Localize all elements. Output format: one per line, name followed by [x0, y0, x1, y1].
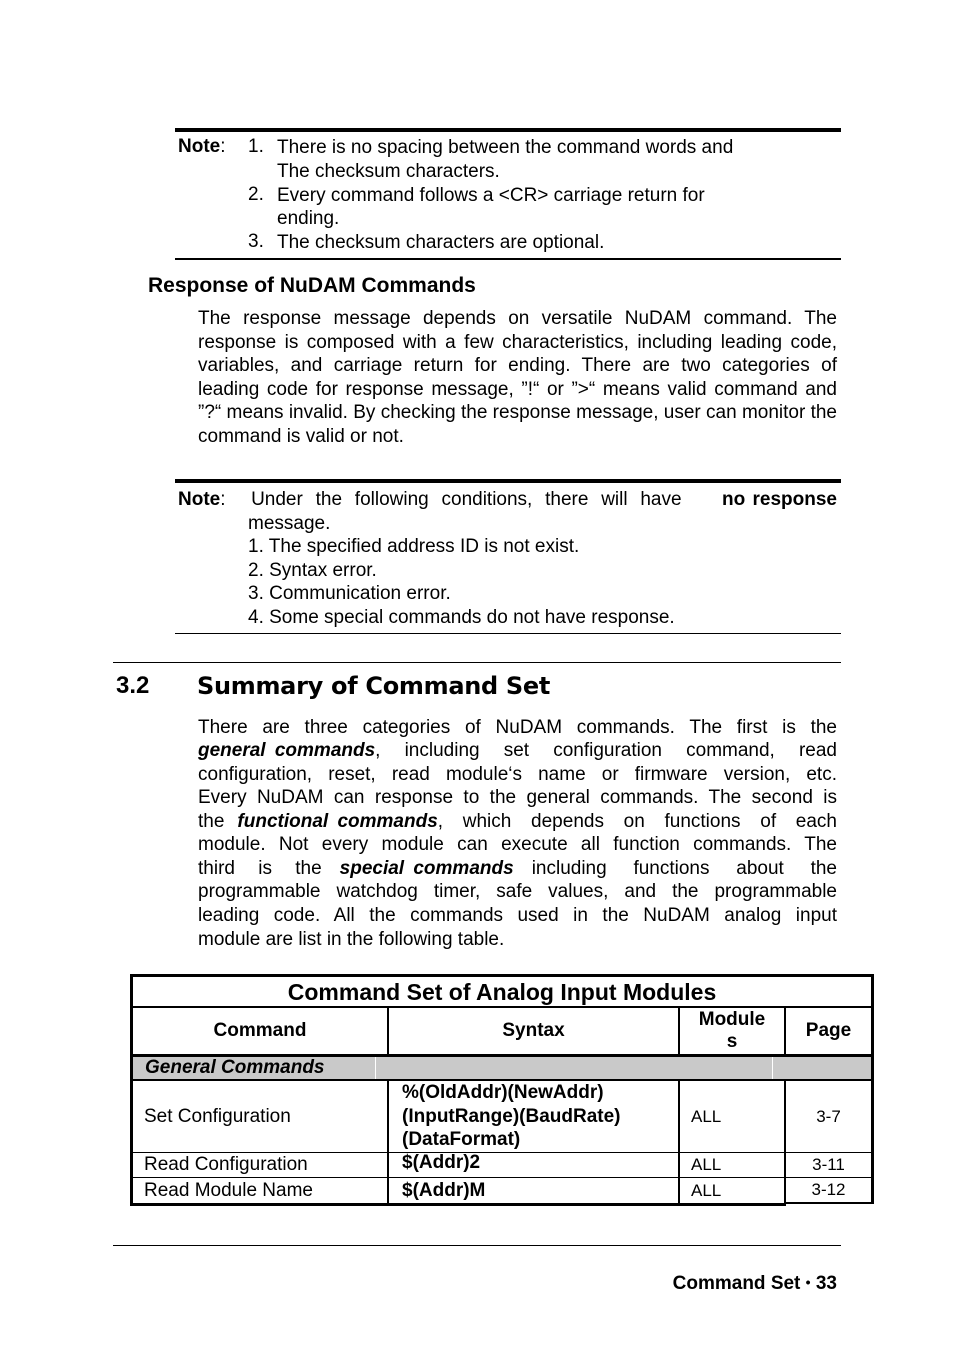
- note2-intro: [178, 488, 837, 512]
- section-line: leading code. All the commands used in the NuDAM analog input: [198, 905, 837, 926]
- group-shade-gap: [375, 1057, 376, 1079]
- note1-item-text: There is no spacing between the command words and: [277, 137, 734, 158]
- special-commands-term: special commands: [339, 858, 514, 879]
- section-rule: [113, 662, 841, 663]
- note1-item-text: Every command follows a <CR> carriage return for: [277, 185, 705, 206]
- section-line-text: , including set configuration command, read: [375, 740, 837, 761]
- note2-intro-cont: message.: [248, 513, 331, 534]
- footer-bullet: •: [805, 1274, 811, 1290]
- row-syntax-line: (DataFormat): [402, 1129, 521, 1151]
- header-modules-line: Module: [698, 1009, 766, 1030]
- note2-intro-text: : Under the following conditions, there will have: [220, 489, 682, 510]
- header-modules: [680, 1008, 784, 1054]
- header-command: Command: [213, 1020, 307, 1041]
- section-line-text: , which depends on functions of each: [437, 811, 837, 832]
- note2-no-response: no response: [722, 489, 837, 510]
- table-title: Command Set of Analog Input Modules: [287, 978, 717, 1005]
- row-page: 3-7: [816, 1106, 841, 1126]
- header-modules-line: s: [726, 1031, 738, 1052]
- footer-page-number: 33: [815, 1273, 837, 1294]
- section-line: module are list in the following table.: [198, 929, 505, 950]
- section-line-text: the: [198, 811, 225, 832]
- row-syntax-line: %(OldAddr)(NewAddr): [402, 1082, 604, 1104]
- row-modules: ALL: [691, 1106, 722, 1126]
- functional-commands-term: functional commands: [237, 811, 438, 832]
- note2-item: 4. Some special commands do not have response.: [248, 607, 675, 628]
- note1-top-rule: [175, 128, 841, 132]
- footer: [662, 1251, 837, 1295]
- footer-rule: [113, 1245, 841, 1246]
- group-shade-gap: [772, 1057, 773, 1079]
- row-command: Set Configuration: [144, 1105, 291, 1127]
- group-label: General Commands: [145, 1057, 325, 1078]
- row-modules: ALL: [691, 1180, 722, 1200]
- response-paragraph: The response message depends on versatile NuDAM command. The response is composed with a few characteristics, including leading code, variables, and carriage return for ending. There are two categories of leading code for response message, ”!“ or ”>“ means valid command and ”?“ means invalid. By checking the response message, user can monitor the command is valid or not.: [198, 308, 837, 447]
- note1-item-number: 1.: [248, 136, 264, 157]
- table-border-right: [871, 974, 874, 1204]
- section-line: [198, 857, 837, 881]
- row-modules: ALL: [691, 1155, 722, 1174]
- row-syntax-line: (InputRange)(BaudRate): [402, 1105, 621, 1127]
- row-syntax: [402, 1081, 678, 1152]
- note2-item: 1. The specified address ID is not exist.: [248, 536, 580, 557]
- note1-item-text: The checksum characters.: [277, 161, 500, 182]
- row-syntax: $(Addr)M: [402, 1179, 486, 1201]
- note2-item: 2. Syntax error.: [248, 560, 377, 581]
- note2-label: Note: [178, 489, 221, 510]
- section-line: There are three categories of NuDAM commands. The first is the: [198, 717, 837, 738]
- section-line: Every NuDAM can response to the general commands. The second is: [198, 787, 837, 808]
- note1-item-text: ending.: [277, 208, 340, 229]
- footer-label: Command Set: [672, 1273, 801, 1294]
- section-line-text: including functions about the: [531, 858, 837, 879]
- command-table: [130, 974, 874, 1206]
- note2-top-rule: [175, 479, 841, 483]
- section-number: 3.2: [116, 672, 150, 699]
- note1-item-number: 2.: [248, 184, 264, 205]
- section-line: configuration, reset, read module‘s name or firmware version, etc.: [198, 764, 837, 785]
- note2-item: 3. Communication error.: [248, 583, 451, 604]
- section-line-text: third is the: [198, 858, 322, 879]
- note1-label: Note:: [178, 136, 226, 157]
- row-command: Read Module Name: [144, 1179, 313, 1201]
- note1-item-number: 3.: [248, 231, 264, 252]
- section-line: programmable watchdog timer, safe values, and the programmable: [198, 881, 837, 902]
- row-command: Read Configuration: [144, 1154, 308, 1175]
- table-border-bottom: [130, 1203, 786, 1206]
- table-border-bottom-page: [786, 1202, 874, 1204]
- header-page: Page: [805, 1020, 852, 1041]
- section-line: [198, 810, 837, 834]
- response-heading: Response of NuDAM Commands: [148, 274, 476, 297]
- note2-bottom-rule: [175, 633, 841, 634]
- section-title: Summary of Command Set: [197, 672, 551, 700]
- row-page: 3-12: [811, 1180, 846, 1199]
- section-line: module. Not every module can execute all function commands. The: [198, 834, 837, 855]
- row-syntax: $(Addr)2: [402, 1152, 481, 1173]
- row-page: 3-11: [812, 1155, 845, 1174]
- header-syntax: Syntax: [502, 1020, 565, 1041]
- section-line: [198, 739, 837, 763]
- general-commands-term: general commands: [198, 740, 376, 761]
- note1-item-text: The checksum characters are optional.: [277, 232, 605, 253]
- note1-bottom-rule: [175, 258, 841, 260]
